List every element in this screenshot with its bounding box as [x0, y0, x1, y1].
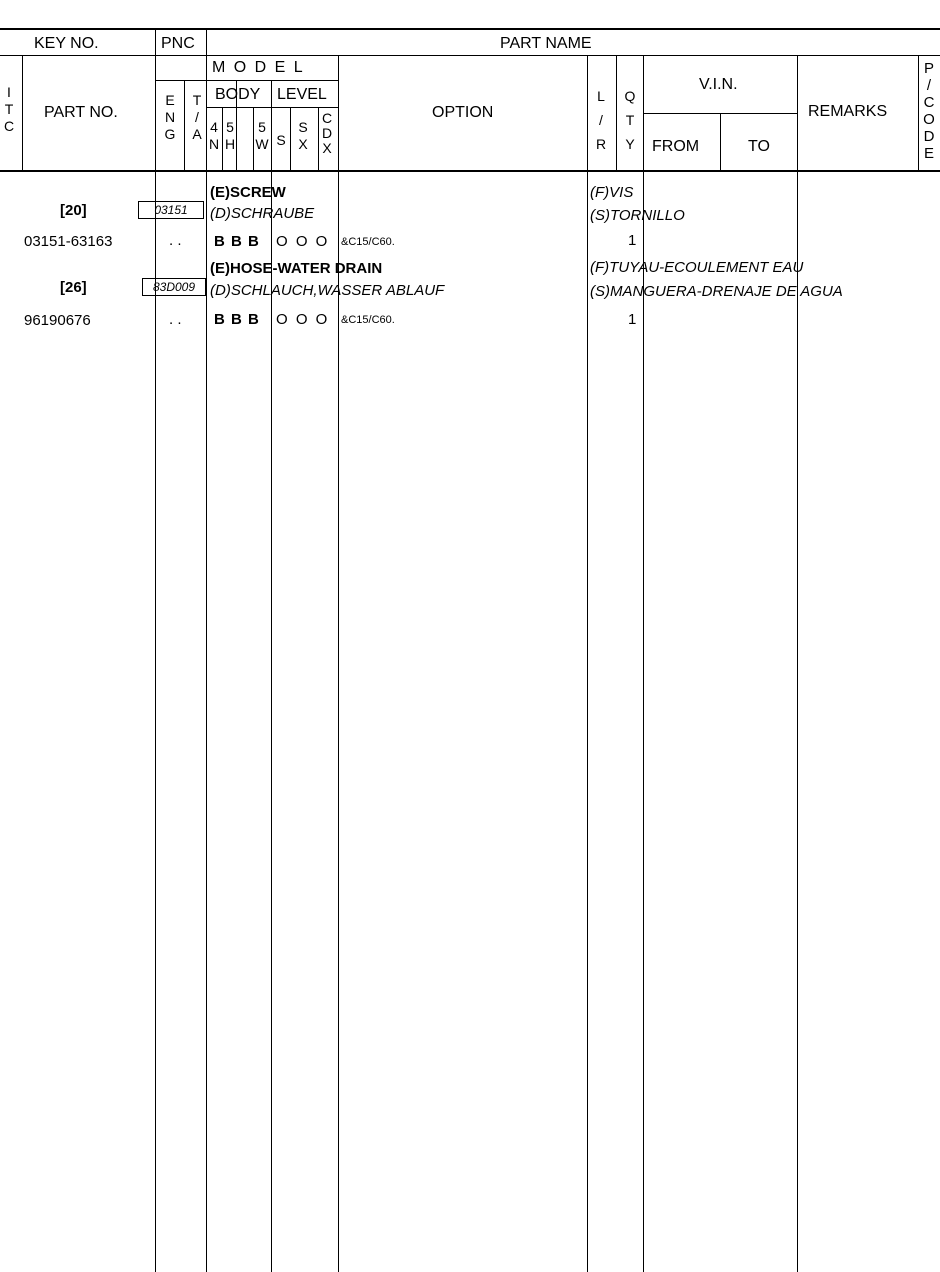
- level-col-sx: S X: [298, 119, 308, 152]
- part-no-header: PART NO.: [44, 104, 118, 121]
- remarks-header: REMARKS: [808, 103, 888, 120]
- key-no-header: KEY NO.: [34, 35, 99, 52]
- part-name-spanish: (S)MANGUERA-DRENAJE DE AGUA: [590, 283, 843, 300]
- body-col-4n: 4 N: [208, 119, 220, 152]
- model-header: M O D E L: [212, 59, 305, 76]
- level-applicability: O O O: [276, 233, 330, 250]
- pnc-header: PNC: [161, 35, 195, 52]
- level-applicability: O O O: [276, 311, 330, 328]
- option-header: OPTION: [432, 104, 494, 121]
- part-number: 96190676: [24, 312, 91, 329]
- vin-header: V.I.N.: [699, 76, 738, 93]
- option-code: &C15/C60.: [341, 314, 395, 326]
- body-col-5h: 5 H: [224, 119, 236, 152]
- pnc-code: 03151: [138, 201, 204, 219]
- level-col-cdx: C D X: [321, 110, 333, 156]
- eng-ta-dots: . .: [169, 232, 182, 249]
- quantity: 1: [628, 311, 637, 328]
- lr-header: L / R: [595, 88, 607, 152]
- level-header: LEVEL: [277, 86, 327, 103]
- eng-ta-dots: . .: [169, 311, 182, 328]
- eng-header: E N G: [164, 92, 176, 142]
- key-number: [26]: [60, 279, 87, 296]
- pnc-code: 83D009: [142, 278, 206, 296]
- body-header: BODY: [215, 86, 261, 103]
- qty-header: Q T Y: [624, 88, 636, 152]
- option-code: &C15/C60.: [341, 236, 395, 248]
- part-name-french: (F)VIS: [590, 184, 634, 201]
- part-name-french: (F)TUYAU-ECOULEMENT EAU: [590, 259, 804, 276]
- quantity: 1: [628, 232, 637, 249]
- part-name-header: PART NAME: [500, 35, 592, 52]
- vin-from-header: FROM: [652, 138, 700, 155]
- part-name-english: (E)SCREW: [210, 184, 286, 201]
- part-name-german: (D)SCHLAUCH,WASSER ABLAUF: [210, 282, 445, 299]
- body-applicability: B B B: [214, 233, 260, 250]
- ta-header: T / A: [192, 92, 202, 142]
- body-applicability: B B B: [214, 311, 260, 328]
- part-number: 03151-63163: [24, 233, 113, 250]
- part-name-german: (D)SCHRAUBE: [210, 205, 315, 222]
- vin-to-header: TO: [748, 138, 770, 155]
- itc-header: I T C: [3, 84, 15, 134]
- level-col-s: S: [276, 132, 286, 148]
- pcode-header: P / C O D E: [923, 60, 935, 162]
- body-col-5w: 5 W: [255, 119, 269, 152]
- key-number: [20]: [60, 202, 87, 219]
- part-name-spanish: (S)TORNILLO: [590, 207, 685, 224]
- part-name-english: (E)HOSE-WATER DRAIN: [210, 260, 383, 277]
